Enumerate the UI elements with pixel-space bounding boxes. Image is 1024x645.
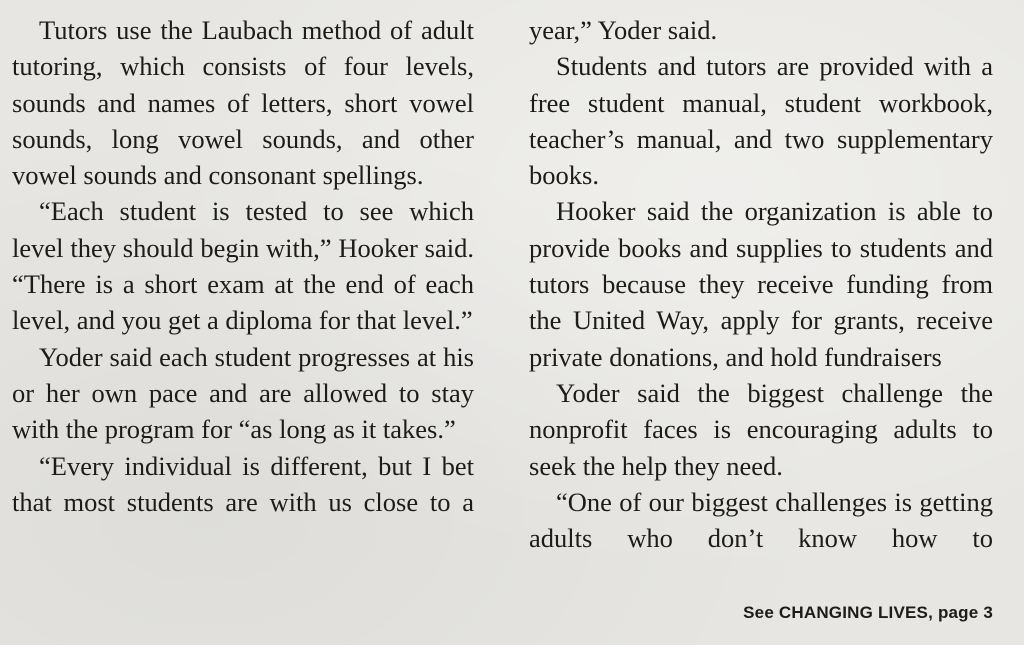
article-column-left xyxy=(12,12,474,520)
paragraph: “Each student is tested to see which level they should begin with,” Hooker said. “There is a short exam at the end of each level, and you get a diploma for that level.” xyxy=(12,196,474,336)
paragraph: Hooker said the organization is able to provide books and supplies to students and tutors because they receive funding from the United Way, apply for grants, receive private donations, and hold fundraisers xyxy=(529,196,993,372)
continuation-line: See CHANGING LIVES, page 3 xyxy=(743,603,993,622)
paragraph: year,” Yoder said. xyxy=(529,15,718,45)
paragraph: Yoder said each student progresses at his or her own pace and are allowed to stay with the program for “as long as it takes.” xyxy=(12,341,474,445)
article-column-right xyxy=(529,12,993,556)
paragraph: “One of our biggest challenges is getting adults who don’t know how to xyxy=(529,486,993,554)
paragraph: “Every individual is different, but I bet that most students are with us close to a xyxy=(12,450,474,517)
paragraph: Students and tutors are provided with a free student manual, student workbook, teacher’s manual, and two supplementary books. xyxy=(529,51,993,191)
paragraph: Tutors use the Laubach method of adult tutoring, which consists of four levels, sounds and names of letters, short vowel sounds, long vowel sounds, and other vowel sounds and consonant spellings. xyxy=(12,15,474,191)
paragraph: Yoder said the biggest challenge the nonprofit faces is encouraging adults to seek the help they need. xyxy=(529,377,993,481)
